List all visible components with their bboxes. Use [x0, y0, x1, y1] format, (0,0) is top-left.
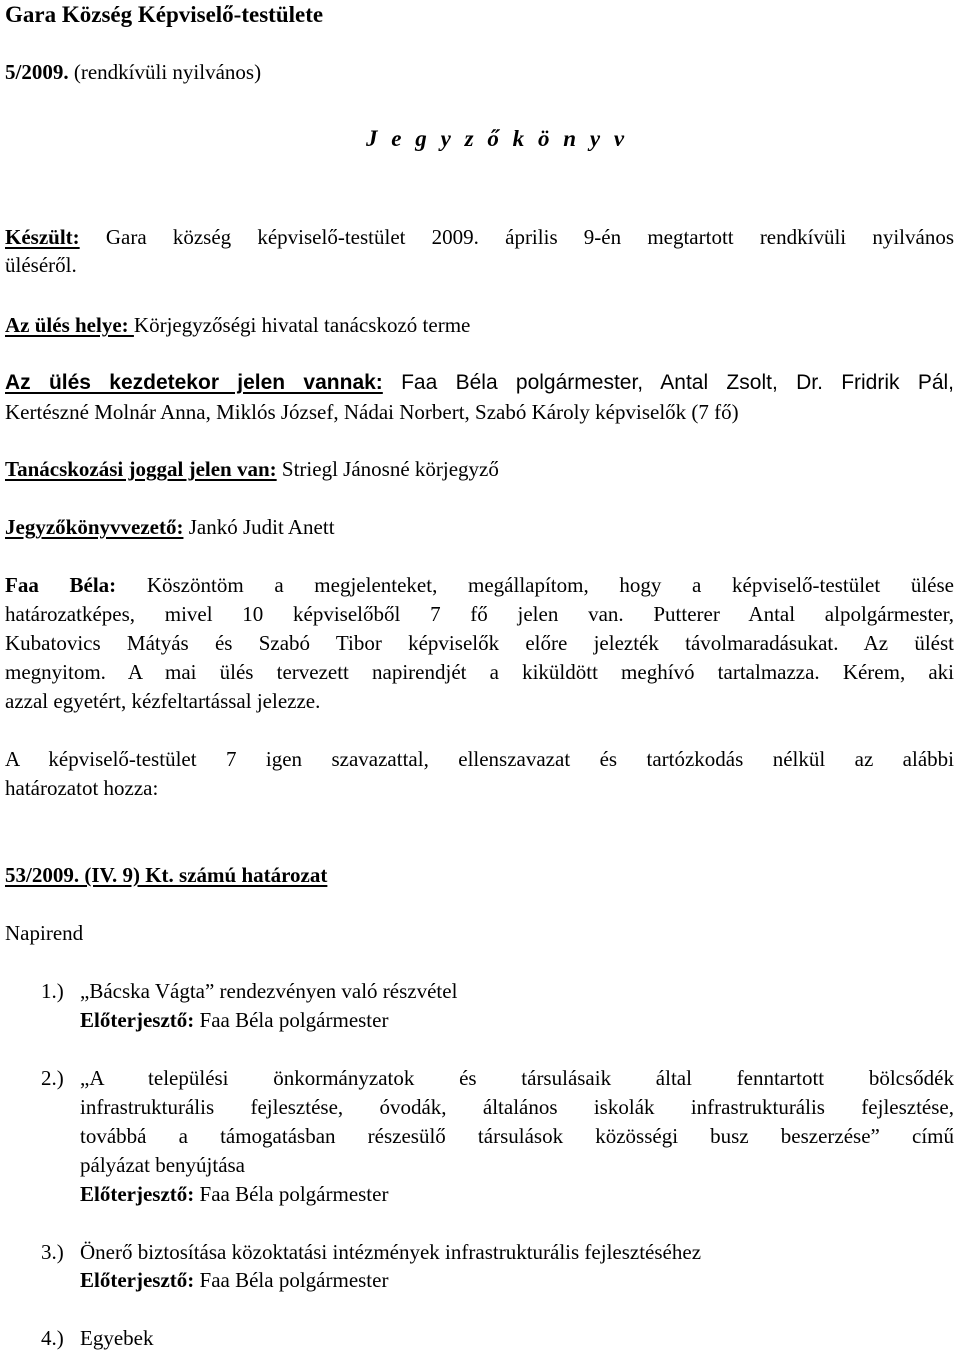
agenda-item-3-presenter [80, 1266, 388, 1295]
presenter-label: Előterjesztő: [80, 1008, 195, 1032]
venue-value: Körjegyzőségi hivatal tanácskozó terme [133, 313, 471, 337]
speech-line-5: azzal egyetért, kézfeltartással jelezze. [5, 689, 321, 713]
advisory-line [5, 455, 499, 484]
document-title: Jegyzőkönyv [366, 126, 638, 151]
presenter-value: Faa Béla polgármester [194, 1182, 389, 1206]
agenda-item-2-line-1: „A települési önkormányzatok és társulásaik által fenntartott bölcsődék [80, 1066, 954, 1090]
agenda-item-1-title: „Bácska Vágta” rendezvényen való részvétel [80, 979, 458, 1003]
resolution-title: 53/2009. (IV. 9) Kt. számú határozat [5, 863, 328, 887]
session-number-bold: 5/2009. [5, 60, 69, 84]
recorder-label: Jegyzőkönyvvezető: [5, 515, 184, 539]
presenter-label: Előterjesztő: [80, 1182, 195, 1206]
session-number [5, 58, 261, 87]
agenda-item-2-presenter [80, 1180, 388, 1209]
agenda-item-2-line-4: pályázat benyújtása [80, 1153, 246, 1177]
venue-label: Az ülés helye: [5, 313, 134, 337]
speech-text-1: Köszöntöm a megjelenteket, megállapítom, hogy a képviselő-testület ülése [116, 573, 954, 597]
keszult-line-1 [5, 223, 954, 252]
venue-line [5, 311, 470, 340]
presenter-value: Faa Béla polgármester [194, 1008, 389, 1032]
keszult-label: Készült: [5, 225, 80, 249]
agenda-item-4-number: 4.) [41, 1326, 64, 1350]
attendees-label: Az ülés kezdetekor jelen vannak: [5, 371, 383, 394]
attendees-text-1: Faa Béla polgármester, Antal Zsolt, Dr. Fridrik Pál, [382, 371, 955, 394]
advisory-label: Tanácskozási joggal jelen van: [5, 457, 277, 481]
agenda-item-3-title: Önerő biztosítása közoktatási intézmények infrastrukturális fejlesztéséhez [80, 1240, 702, 1264]
agenda-item-2-line-3: továbbá a támogatásban részesülő társulások közösségi busz beszerzése” című [80, 1124, 954, 1148]
presenter-value: Faa Béla polgármester [194, 1268, 389, 1292]
vote-line-1: A képviselő-testület 7 igen szavazattal, ellenszavazat és tartózkodás nélkül az alábbi [5, 747, 954, 771]
council-title: Gara Község Képviselő-testülete [5, 2, 324, 27]
session-type: (rendkívüli nyilvános) [68, 60, 262, 84]
speech-line-2: határozatképes, mivel 10 képviselőből 7 fő jelen van. Putterer Antal alpolgármester, [5, 602, 954, 626]
attendees-line-2: Kertészné Molnár Anna, Miklós József, Nádai Norbert, Szabó Károly képviselők (7 fő) [5, 400, 739, 424]
speech-line-1 [5, 571, 954, 600]
vote-line-2: határozatot hozza: [5, 776, 159, 800]
recorder-line [5, 513, 335, 542]
speech-line-3: Kubatovics Mátyás és Szabó Tibor képviselők előre jelezték távolmaradásukat. Az ülést [5, 631, 954, 655]
agenda-item-2-line-2: infrastrukturális fejlesztése, óvodák, általános iskolák infrastrukturális fejlesztése, [80, 1095, 954, 1119]
presenter-label: Előterjesztő: [80, 1268, 195, 1292]
keszult-line-2: üléséről. [5, 253, 77, 277]
agenda-item-1-presenter [80, 1006, 388, 1035]
speech-line-4: megnyitom. A mai ülés tervezett napirendjét a kiküldött meghívó tartalmazza. Kérem, aki [5, 660, 954, 684]
keszult-text: Gara község képviselő-testület 2009. április 9-én megtartott rendkívüli nyilvános [79, 225, 954, 249]
speaker-label: Faa Béla: [5, 573, 117, 597]
agenda-item-2-number: 2.) [41, 1066, 64, 1090]
advisory-value: Striegl Jánosné körjegyző [276, 457, 499, 481]
attendees-line-1 [5, 368, 954, 397]
agenda-item-3-number: 3.) [41, 1240, 64, 1264]
recorder-value: Jankó Judit Anett [183, 515, 335, 539]
agenda-item-4-title: Egyebek [80, 1326, 154, 1350]
agenda-item-1-number: 1.) [41, 979, 64, 1003]
agenda-heading: Napirend [5, 921, 84, 945]
